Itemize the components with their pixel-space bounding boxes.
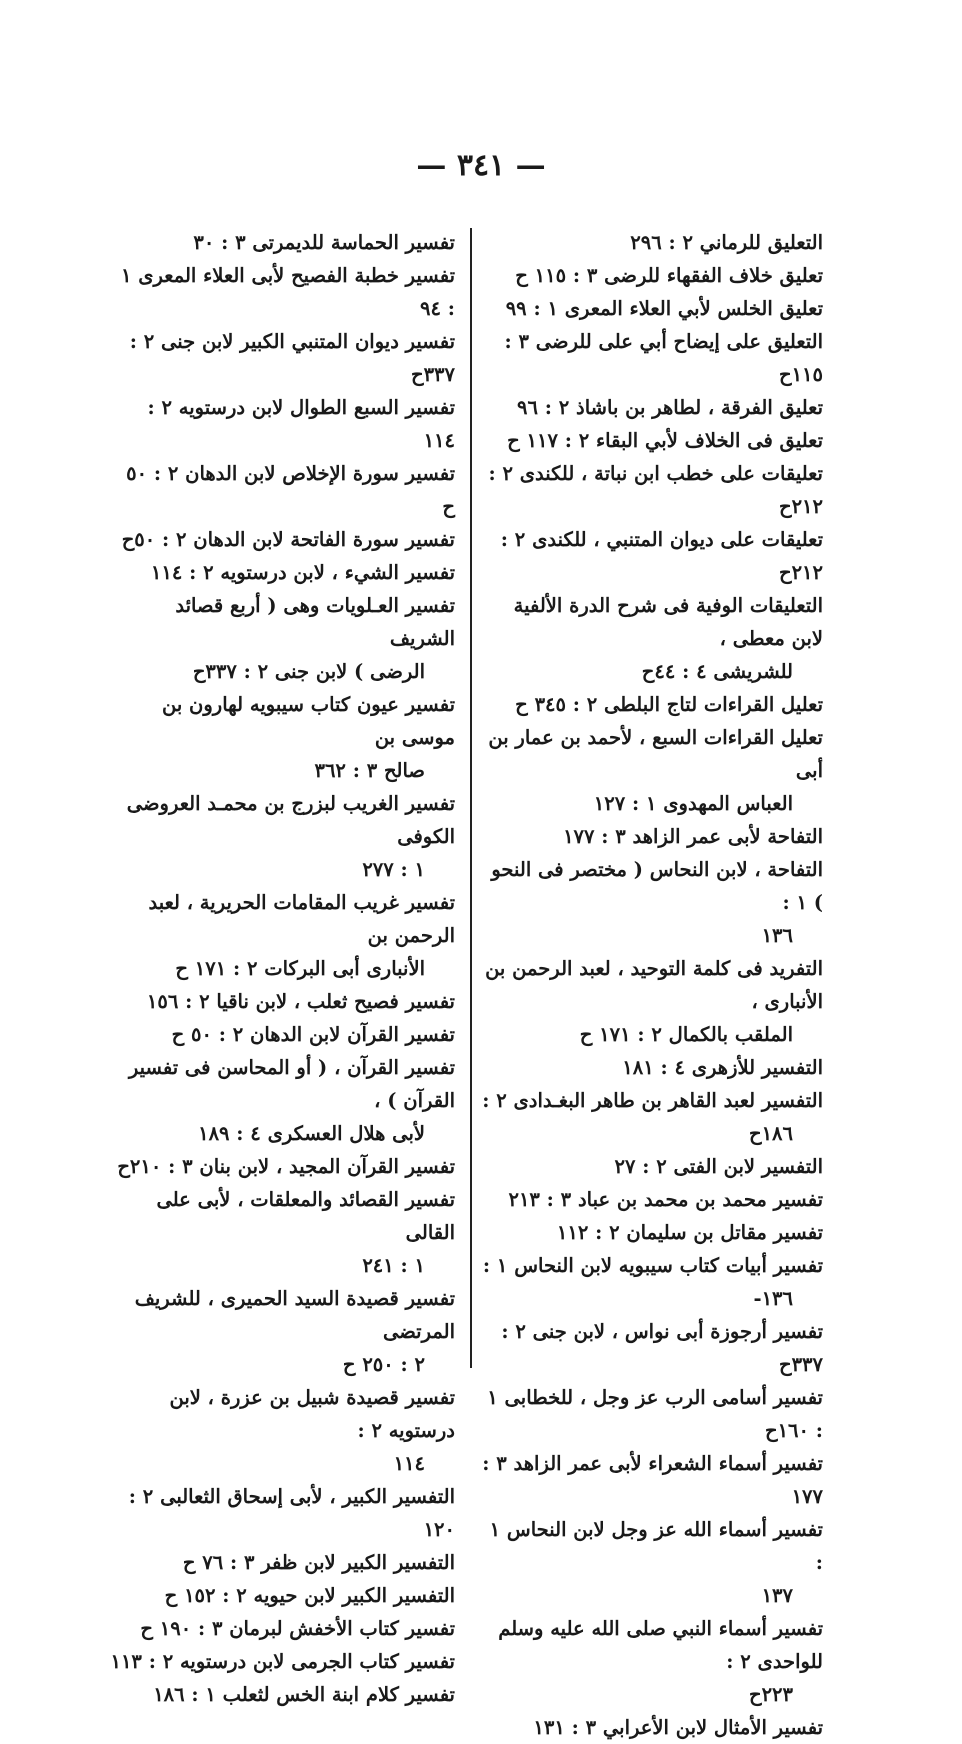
index-column-left: [110, 226, 455, 1711]
entry-text: تعليقات على خطب ابن نباتة ، للكندى ٢ : ٢١٢ح: [488, 462, 823, 518]
entry-continuation: صالح ٣ : ٣٦٢: [314, 759, 425, 782]
entry-continuation: ١٨٦ح: [748, 1122, 793, 1145]
entry-text: تفسير القرآن المجيد ، لابن بنان ٣ : ٢١٠ح: [117, 1155, 455, 1178]
index-entry: [478, 853, 823, 952]
entry-continuation: لأبى هلال العسكرى ٤ : ١٨٩: [198, 1122, 425, 1145]
index-entry: [478, 259, 823, 292]
entry-continuation: الملقب بالكمال ٢ : ١٧١ ح: [579, 1023, 793, 1046]
index-entry: [478, 721, 823, 820]
entry-text: التفسير لعبد القاهر بن طاهر البغـدادى ٢ :: [482, 1089, 823, 1112]
index-entry: [478, 1447, 823, 1513]
entry-text: تفسير القصائد والمعلقات ، لأبى على القالى: [156, 1188, 455, 1244]
index-entry: [110, 325, 455, 391]
index-entry: [110, 1282, 455, 1381]
index-entry: [110, 1150, 455, 1183]
entry-text: التعليقات الوفية فى شرح الدرة الألفية لابن معطى ،: [513, 594, 823, 650]
entry-text: تفسير غريب المقامات الحريرية ، لعبد الرحمن بن: [148, 891, 455, 947]
entry-text: التفسير لابن الفتى ٢ : ٢٧: [614, 1155, 823, 1178]
entry-text: التفاحة لأبى عمر الزاهد ٣ : ١٧٧: [563, 825, 823, 848]
entry-text: تفسير خطبة الفصيح لأبى العلاء المعرى ١ : ٩٤: [121, 264, 455, 320]
index-entry: [110, 1612, 455, 1645]
entry-text: تفسير قصيدة شبيل بن عزرة ، لابن درستويه ٢ :: [169, 1386, 455, 1442]
index-entry: [110, 1018, 455, 1051]
entry-text: تفسير السبع الطوال لابن درستويه ٢ : ١١٤: [147, 396, 455, 452]
entry-continuation: ١ : ٢٤١: [362, 1254, 425, 1277]
entry-text: التعليق للرماني ٢ : ٢٩٦: [630, 231, 823, 254]
index-entry: [478, 589, 823, 688]
entry-text: تعليقات على ديوان المتنبي ، للكندى ٢ : ٢١٢ح: [500, 528, 823, 584]
index-entry: [110, 787, 455, 886]
entry-text: تفسير كتاب الأخفش لبرمان ٣ : ١٩٠ ح: [140, 1617, 455, 1640]
entry-text: تعليق فى الخلاف لأبي البقاء ٢ : ١١٧ ح: [507, 429, 823, 452]
index-column-right: [478, 226, 823, 1744]
entry-text: تفسير كتاب الجرمى لابن درستويه ٢ : ١١٣: [110, 1650, 455, 1673]
entry-text: تفسير الشيء ، لابن درستويه ٢ : ١١٤: [150, 561, 455, 584]
entry-text: تفسير الحماسة للديمرتى ٣ : ٣٠: [193, 231, 455, 254]
index-entry: [110, 1579, 455, 1612]
index-entry: [110, 391, 455, 457]
index-entry: [478, 1513, 823, 1612]
entry-text: تفسير قصيدة السيد الحميرى ، للشريف المرتضى: [134, 1287, 455, 1343]
index-entry: [478, 1612, 823, 1711]
index-entry: [110, 556, 455, 589]
index-entry: [110, 1678, 455, 1711]
index-entry: [478, 1150, 823, 1183]
entry-continuation: ١ : ٢٧٧: [362, 858, 425, 881]
entry-text: تفسير سورة الفاتحة لابن الدهان ٢ : ٥٠ح: [121, 528, 455, 551]
index-entry: [478, 1315, 823, 1381]
index-entry: [110, 226, 455, 259]
index-entry: [478, 1084, 823, 1150]
entry-continuation: ٢٢٣ح: [748, 1683, 793, 1706]
entry-text: تفسير أبيات كتاب سيبويه لابن النحاس ١ :: [482, 1254, 823, 1277]
entry-text: التفسير الكبير ، لأبى إسحاق الثعالبى ٢ : ١٢٠: [128, 1485, 455, 1541]
entry-text: التفريد فى كلمة التوحيد ، لعبد الرحمن بن الأنبارى ،: [485, 957, 823, 1013]
entry-text: تعليق الفرقة ، لطاهر بن باشاذ ٢ : ٩٦: [517, 396, 823, 419]
entry-text: تفسير مقاتل بن سليمان ٢ : ١١٢: [556, 1221, 823, 1244]
index-entry: [478, 1249, 823, 1315]
index-entry: [478, 325, 823, 391]
index-entry: [110, 1480, 455, 1546]
index-entry: [478, 1183, 823, 1216]
entry-text: تفسير سورة الإخلاص لابن الدهان ٢ : ٥٠ ح: [126, 462, 455, 518]
index-entry: [110, 457, 455, 523]
entry-continuation: العباس المهدوى ١ : ١٢٧: [593, 792, 793, 815]
entry-text: تفسير أسماء الشعراء لأبى عمر الزاهد ٣ : ١٧٧: [482, 1452, 823, 1508]
index-entry: [478, 523, 823, 589]
index-entry: [478, 424, 823, 457]
entry-text: التفاحة ، لابن النحاس ( مختصر فى النحو ) ١ :: [491, 858, 823, 914]
entry-text: تعليل القراءات لتاج البلطى ٢ : ٣٤٥ ح: [515, 693, 823, 716]
index-entry: [110, 886, 455, 985]
index-entry: [478, 1216, 823, 1249]
entry-text: تفسير العـلويات وهى ( أربع قصائد الشريف: [175, 594, 455, 650]
entry-text: تفسير عيون كتاب سيبويه لهارون بن موسى بن: [161, 693, 455, 749]
entry-text: تعليل القراءات السبع ، لأحمد بن عمار بن أبى: [488, 726, 823, 782]
entry-text: تفسير ديوان المتنبي الكبير لابن جنى ٢ : ٣٣٧ح: [129, 330, 455, 386]
entry-text: التفسير للأزهرى ٤ : ١٨١: [622, 1056, 823, 1079]
index-entry: [110, 688, 455, 787]
index-entry: [110, 259, 455, 325]
index-entry: [110, 589, 455, 688]
entry-text: تفسير أسماء الله عز وجل لابن النحاس ١ :: [489, 1518, 823, 1574]
entry-continuation: الأنبارى أبى البركات ٢ : ١٧١ ح: [175, 957, 425, 980]
entry-continuation: الرضى ) لابن جنى ٢ : ٣٣٧ح: [192, 660, 425, 683]
entry-text: تفسير محمد بن محمد بن عباد ٣ : ٢١٣: [508, 1188, 823, 1211]
index-entry: [110, 523, 455, 556]
index-entry: [478, 1051, 823, 1084]
index-entry: [478, 1381, 823, 1447]
entry-text: تفسير أسماء النبي صلى الله عليه وسلم للواحدى ٢ :: [498, 1617, 823, 1673]
index-entry: [478, 292, 823, 325]
index-entry: [478, 226, 823, 259]
entry-text: تفسير القرآن ، ( أو المحاسن فى تفسير القرآن ) ،: [128, 1056, 455, 1112]
index-entry: [110, 1183, 455, 1282]
entry-text: تعليق خلاف الفقهاء للرضى ٣ : ١١٥ ح: [515, 264, 823, 287]
entry-text: التفسير الكبير لابن ظفر ٣ : ٧٦ ح: [182, 1551, 455, 1574]
entry-text: تعليق الخلس لأبي العلاء المعرى ١ : ٩٩: [505, 297, 823, 320]
index-entry: [110, 985, 455, 1018]
entry-text: التعليق على إيضاح أبي على للرضى ٣ : ١١٥ح: [504, 330, 823, 386]
page-number: — ٣٤١ —: [416, 148, 546, 183]
entry-text: تفسير الغريب لبزرج بن محمـد العروضى الكوفى: [126, 792, 455, 848]
index-entry: [478, 952, 823, 1051]
index-entry: [478, 457, 823, 523]
entry-text: تفسير كلام ابنة الخس لثعلب ١ : ١٨٦: [153, 1683, 455, 1706]
entry-continuation: ١٣٧: [761, 1584, 793, 1607]
entry-text: تفسير الأمثال لابن الأعرابي ٣ : ١٣١: [533, 1716, 823, 1739]
entry-continuation: ٢ : ٢٥٠ ح: [342, 1353, 425, 1376]
index-entry: [478, 391, 823, 424]
entry-continuation: ١١٤: [393, 1452, 425, 1475]
column-divider: [470, 228, 472, 1368]
index-entry: [478, 688, 823, 721]
index-entry: [110, 1051, 455, 1150]
index-entry: [478, 1711, 823, 1744]
index-entry: [478, 820, 823, 853]
entry-text: تفسير فصيح ثعلب ، لابن ناقيا ٢ : ١٥٦: [146, 990, 455, 1013]
index-entry: [110, 1645, 455, 1678]
entry-continuation: للشريشى ٤ : ٤٤ح: [641, 660, 793, 683]
entry-continuation: ١٣٦: [761, 924, 793, 947]
entry-text: تفسير القرآن لابن الدهان ٢ : ٥٠ ح: [171, 1023, 455, 1046]
index-entry: [110, 1381, 455, 1480]
entry-text: تفسير أسامى الرب عز وجل ، للخطابى ١ : ١٦٠ح: [487, 1386, 823, 1442]
entry-text: التفسير الكبير لابن حيويه ٢ : ١٥٢ ح: [164, 1584, 455, 1607]
entry-continuation: ١٣٦-: [753, 1287, 793, 1310]
entry-text: تفسير أرجوزة أبى نواس ، لابن جنى ٢ : ٣٣٧ح: [501, 1320, 823, 1376]
index-entry: [110, 1546, 455, 1579]
